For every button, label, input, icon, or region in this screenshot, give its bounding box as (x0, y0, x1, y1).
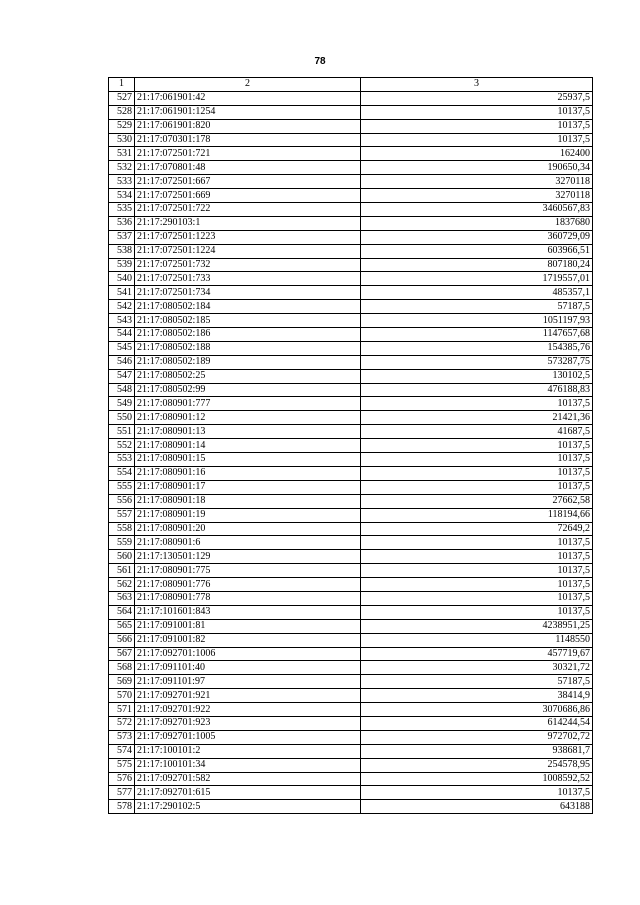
cadastral-value: 118194,66 (361, 508, 593, 522)
cadastral-value: 72649,2 (361, 522, 593, 536)
table-row (109, 161, 593, 175)
cadastral-number: 21:17:072501:1224 (135, 244, 361, 258)
cadastral-value: 3270118 (361, 189, 593, 203)
row-index: 559 (109, 536, 135, 550)
cadastral-number: 21:17:072501:669 (135, 189, 361, 203)
cadastral-value: 938681,7 (361, 744, 593, 758)
table-row (109, 425, 593, 439)
cadastral-value: 485357,1 (361, 286, 593, 300)
table-row (109, 314, 593, 328)
row-index: 567 (109, 647, 135, 661)
table-row (109, 744, 593, 758)
row-index: 535 (109, 203, 135, 217)
table-row (109, 522, 593, 536)
row-index: 560 (109, 550, 135, 564)
cadastral-number: 21:17:072501:1223 (135, 230, 361, 244)
cadastral-value: 10137,5 (361, 536, 593, 550)
cadastral-value: 643188 (361, 800, 593, 814)
row-index: 550 (109, 411, 135, 425)
cadastral-value: 10137,5 (361, 105, 593, 119)
row-index: 568 (109, 661, 135, 675)
row-index: 574 (109, 744, 135, 758)
cadastral-number: 21:17:091101:97 (135, 675, 361, 689)
table-row (109, 758, 593, 772)
cadastral-value: 41687,5 (361, 425, 593, 439)
cadastral-value: 1008592,52 (361, 772, 593, 786)
row-index: 563 (109, 591, 135, 605)
page-number: 78 (314, 56, 326, 67)
column-header-cadastral-number: 2 (135, 78, 361, 92)
cadastral-number: 21:17:080502:25 (135, 369, 361, 383)
cadastral-value: 254578,95 (361, 758, 593, 772)
row-index: 570 (109, 689, 135, 703)
table-row (109, 689, 593, 703)
row-index: 540 (109, 272, 135, 286)
row-index: 562 (109, 578, 135, 592)
cadastral-number: 21:17:080901:19 (135, 508, 361, 522)
table-row (109, 536, 593, 550)
table-row (109, 480, 593, 494)
cadastral-value: 25937,5 (361, 91, 593, 105)
cadastral-number: 21:17:080901:775 (135, 564, 361, 578)
column-header-index: 1 (109, 78, 135, 92)
cadastral-value: 3270118 (361, 175, 593, 189)
row-index: 528 (109, 105, 135, 119)
table-row (109, 189, 593, 203)
cadastral-value: 10137,5 (361, 578, 593, 592)
cadastral-number: 21:17:091001:81 (135, 619, 361, 633)
row-index: 558 (109, 522, 135, 536)
cadastral-number: 21:17:072501:732 (135, 258, 361, 272)
cadastral-value: 57187,5 (361, 300, 593, 314)
cadastral-value: 10137,5 (361, 480, 593, 494)
row-index: 529 (109, 119, 135, 133)
cadastral-value: 130102,5 (361, 369, 593, 383)
row-index: 553 (109, 453, 135, 467)
table-row (109, 147, 593, 161)
cadastral-number: 21:17:092701:615 (135, 786, 361, 800)
cadastral-value: 10137,5 (361, 605, 593, 619)
row-index: 545 (109, 341, 135, 355)
row-index: 536 (109, 216, 135, 230)
row-index: 551 (109, 425, 135, 439)
header-row (109, 78, 593, 92)
row-index: 561 (109, 564, 135, 578)
cadastral-number: 21:17:080901:17 (135, 480, 361, 494)
cadastral-number: 21:17:072501:667 (135, 175, 361, 189)
table-row (109, 703, 593, 717)
cadastral-number: 21:17:080901:778 (135, 591, 361, 605)
cadastral-number: 21:17:091001:82 (135, 633, 361, 647)
row-index: 537 (109, 230, 135, 244)
cadastral-value: 154385,76 (361, 341, 593, 355)
cadastral-number: 21:17:061901:42 (135, 91, 361, 105)
row-index: 555 (109, 480, 135, 494)
cadastral-value: 603966,51 (361, 244, 593, 258)
row-index: 532 (109, 161, 135, 175)
cadastral-value: 3460567,83 (361, 203, 593, 217)
cadastral-number: 21:17:080901:6 (135, 536, 361, 550)
table-row (109, 550, 593, 564)
cadastral-number: 21:17:080901:20 (135, 522, 361, 536)
cadastral-number: 21:17:130501:129 (135, 550, 361, 564)
cadastral-value: 1837680 (361, 216, 593, 230)
row-index: 547 (109, 369, 135, 383)
cadastral-value: 476188,83 (361, 383, 593, 397)
row-index: 527 (109, 91, 135, 105)
table-row (109, 258, 593, 272)
row-index: 530 (109, 133, 135, 147)
table-row (109, 91, 593, 105)
cadastral-number: 21:17:070801:48 (135, 161, 361, 175)
row-index: 538 (109, 244, 135, 258)
row-index: 541 (109, 286, 135, 300)
table-row (109, 383, 593, 397)
cadastral-number: 21:17:080901:12 (135, 411, 361, 425)
table-row (109, 439, 593, 453)
table-row (109, 216, 593, 230)
row-index: 539 (109, 258, 135, 272)
table-row (109, 230, 593, 244)
cadastral-value: 10137,5 (361, 439, 593, 453)
cadastral-number: 21:17:070301:178 (135, 133, 361, 147)
cadastral-value: 57187,5 (361, 675, 593, 689)
cadastral-value: 1147657,68 (361, 328, 593, 342)
table-row (109, 619, 593, 633)
table-row (109, 328, 593, 342)
cadastral-number: 21:17:080502:99 (135, 383, 361, 397)
table-row (109, 244, 593, 258)
cadastral-value: 10137,5 (361, 119, 593, 133)
row-index: 543 (109, 314, 135, 328)
table-row (109, 411, 593, 425)
cadastral-number: 21:17:290102:5 (135, 800, 361, 814)
cadastral-number: 21:17:080901:16 (135, 466, 361, 480)
table-row (109, 716, 593, 730)
cadastral-value: 972702,72 (361, 730, 593, 744)
cadastral-number: 21:17:092701:922 (135, 703, 361, 717)
table-row (109, 578, 593, 592)
cadastral-number: 21:17:092701:582 (135, 772, 361, 786)
cadastral-value: 614244,54 (361, 716, 593, 730)
cadastral-value: 10137,5 (361, 550, 593, 564)
table-row (109, 800, 593, 814)
cadastral-number: 21:17:080901:776 (135, 578, 361, 592)
cadastral-number: 21:17:080901:15 (135, 453, 361, 467)
cadastral-number: 21:17:080901:777 (135, 397, 361, 411)
row-index: 566 (109, 633, 135, 647)
table-row (109, 453, 593, 467)
table-row (109, 397, 593, 411)
row-index: 534 (109, 189, 135, 203)
cadastral-number: 21:17:072501:733 (135, 272, 361, 286)
table-row (109, 119, 593, 133)
row-index: 576 (109, 772, 135, 786)
cadastral-value: 190650,34 (361, 161, 593, 175)
cadastral-value: 360729,09 (361, 230, 593, 244)
table-row (109, 272, 593, 286)
cadastral-value: 10137,5 (361, 133, 593, 147)
cadastral-number: 21:17:080502:188 (135, 341, 361, 355)
table-row (109, 633, 593, 647)
row-index: 565 (109, 619, 135, 633)
cadastral-number: 21:17:080502:185 (135, 314, 361, 328)
table-row (109, 786, 593, 800)
table-row (109, 133, 593, 147)
table-row (109, 564, 593, 578)
row-index: 554 (109, 466, 135, 480)
row-index: 573 (109, 730, 135, 744)
cadastral-number: 21:17:080901:18 (135, 494, 361, 508)
cadastral-number: 21:17:092701:921 (135, 689, 361, 703)
cadastral-number: 21:17:080502:184 (135, 300, 361, 314)
cadastral-number: 21:17:092701:1006 (135, 647, 361, 661)
cadastral-number: 21:17:290103:1 (135, 216, 361, 230)
cadastral-value: 21421,36 (361, 411, 593, 425)
row-index: 552 (109, 439, 135, 453)
cadastral-number: 21:17:092701:1005 (135, 730, 361, 744)
table-row (109, 341, 593, 355)
row-index: 544 (109, 328, 135, 342)
row-index: 577 (109, 786, 135, 800)
table-row (109, 605, 593, 619)
table-row (109, 369, 593, 383)
cadastral-value: 10137,5 (361, 591, 593, 605)
table-row (109, 466, 593, 480)
table-row (109, 300, 593, 314)
table-row (109, 203, 593, 217)
cadastral-number: 21:17:072501:721 (135, 147, 361, 161)
cadastral-value: 38414,9 (361, 689, 593, 703)
table-header (109, 78, 593, 92)
cadastral-number: 21:17:100101:2 (135, 744, 361, 758)
cadastral-value: 162400 (361, 147, 593, 161)
cadastral-number: 21:17:101601:843 (135, 605, 361, 619)
table-row (109, 175, 593, 189)
row-index: 572 (109, 716, 135, 730)
cadastral-number: 21:17:080502:189 (135, 355, 361, 369)
cadastral-value: 10137,5 (361, 786, 593, 800)
table-row (109, 772, 593, 786)
cadastral-number: 21:17:100101:34 (135, 758, 361, 772)
cadastral-number: 21:17:061901:1254 (135, 105, 361, 119)
table-row (109, 355, 593, 369)
row-index: 533 (109, 175, 135, 189)
table-row (109, 675, 593, 689)
cadastral-number: 21:17:080901:14 (135, 439, 361, 453)
table-row (109, 286, 593, 300)
cadastral-value: 30321,72 (361, 661, 593, 675)
table-row (109, 730, 593, 744)
row-index: 569 (109, 675, 135, 689)
cadastral-value: 27662,58 (361, 494, 593, 508)
cadastral-value: 10137,5 (361, 453, 593, 467)
cadastral-value: 4238951,25 (361, 619, 593, 633)
row-index: 578 (109, 800, 135, 814)
table-row (109, 494, 593, 508)
cadastral-value: 457719,67 (361, 647, 593, 661)
table-row (109, 591, 593, 605)
cadastral-value-table (108, 77, 593, 814)
cadastral-value: 807180,24 (361, 258, 593, 272)
table-row (109, 661, 593, 675)
cadastral-value: 10137,5 (361, 466, 593, 480)
row-index: 575 (109, 758, 135, 772)
row-index: 548 (109, 383, 135, 397)
cadastral-number: 21:17:072501:734 (135, 286, 361, 300)
row-index: 531 (109, 147, 135, 161)
cadastral-number: 21:17:072501:722 (135, 203, 361, 217)
cadastral-number: 21:17:080901:13 (135, 425, 361, 439)
row-index: 542 (109, 300, 135, 314)
cadastral-value: 10137,5 (361, 564, 593, 578)
table-row (109, 508, 593, 522)
table-body (109, 91, 593, 813)
cadastral-number: 21:17:080502:186 (135, 328, 361, 342)
cadastral-number: 21:17:061901:820 (135, 119, 361, 133)
row-index: 549 (109, 397, 135, 411)
row-index: 564 (109, 605, 135, 619)
cadastral-value: 573287,75 (361, 355, 593, 369)
row-index: 571 (109, 703, 135, 717)
row-index: 556 (109, 494, 135, 508)
cadastral-number: 21:17:091101:40 (135, 661, 361, 675)
cadastral-value: 3070686,86 (361, 703, 593, 717)
cadastral-value: 1719557,01 (361, 272, 593, 286)
row-index: 557 (109, 508, 135, 522)
column-header-value: 3 (361, 78, 593, 92)
cadastral-number: 21:17:092701:923 (135, 716, 361, 730)
table-row (109, 105, 593, 119)
table-row (109, 647, 593, 661)
cadastral-value: 1148550 (361, 633, 593, 647)
row-index: 546 (109, 355, 135, 369)
cadastral-value: 10137,5 (361, 397, 593, 411)
cadastral-value: 1051197,93 (361, 314, 593, 328)
